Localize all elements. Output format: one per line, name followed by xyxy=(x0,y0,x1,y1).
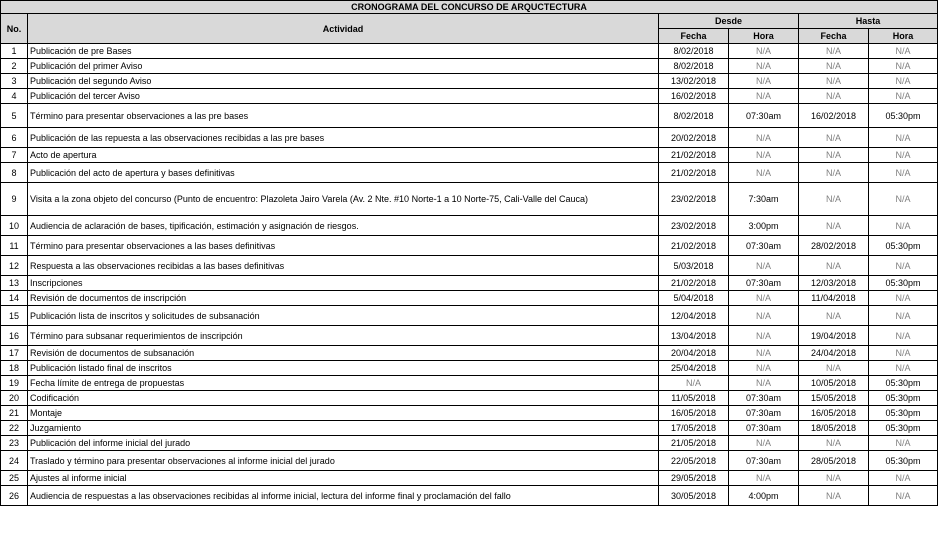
row-hasta-hora: N/A xyxy=(869,183,938,216)
row-hasta-fecha: N/A xyxy=(799,306,869,326)
row-number: 13 xyxy=(1,276,28,291)
row-hasta-fecha: 19/04/2018 xyxy=(799,326,869,346)
row-number: 4 xyxy=(1,89,28,104)
row-number: 25 xyxy=(1,471,28,486)
row-number: 24 xyxy=(1,451,28,471)
row-hasta-fecha: N/A xyxy=(799,471,869,486)
row-desde-hora: 07:30am xyxy=(729,236,799,256)
row-desde-fecha: 20/04/2018 xyxy=(659,346,729,361)
row-desde-hora: 07:30am xyxy=(729,406,799,421)
row-desde-hora: 07:30am xyxy=(729,276,799,291)
row-desde-hora: N/A xyxy=(729,306,799,326)
row-desde-hora: N/A xyxy=(729,128,799,148)
row-number: 26 xyxy=(1,486,28,506)
row-number: 18 xyxy=(1,361,28,376)
row-desde-hora: N/A xyxy=(729,346,799,361)
row-activity: Término para presentar observaciones a las bases definitivas xyxy=(28,236,659,256)
table-row xyxy=(1,163,938,183)
row-desde-fecha: 16/02/2018 xyxy=(659,89,729,104)
table-row xyxy=(1,436,938,451)
row-desde-hora: 07:30am xyxy=(729,451,799,471)
row-desde-hora: N/A xyxy=(729,361,799,376)
row-desde-hora: N/A xyxy=(729,376,799,391)
row-hasta-hora: N/A xyxy=(869,361,938,376)
row-activity: Audiencia de aclaración de bases, tipificación, estimación y asignación de riesgos. xyxy=(28,216,659,236)
row-activity: Revisión de documentos de subsanación xyxy=(28,346,659,361)
row-number: 5 xyxy=(1,104,28,128)
row-desde-hora: N/A xyxy=(729,436,799,451)
row-desde-hora: N/A xyxy=(729,326,799,346)
row-hasta-fecha: N/A xyxy=(799,183,869,216)
row-hasta-fecha: N/A xyxy=(799,486,869,506)
table-row xyxy=(1,306,938,326)
row-activity: Publicación del segundo Aviso xyxy=(28,74,659,89)
row-desde-fecha: 13/04/2018 xyxy=(659,326,729,346)
table-row xyxy=(1,471,938,486)
row-desde-hora: 07:30am xyxy=(729,421,799,436)
table-row xyxy=(1,421,938,436)
row-hasta-hora: 05:30pm xyxy=(869,104,938,128)
row-activity: Respuesta a las observaciones recibidas a las bases definitivas xyxy=(28,256,659,276)
row-activity: Audiencia de respuestas a las observaciones recibidas al informe inicial, lectura del informe final y proclamación del fallo xyxy=(28,486,659,506)
row-number: 22 xyxy=(1,421,28,436)
table-row xyxy=(1,74,938,89)
row-desde-hora: N/A xyxy=(729,148,799,163)
table-row xyxy=(1,183,938,216)
row-hasta-hora: 05:30pm xyxy=(869,406,938,421)
row-desde-fecha: 8/02/2018 xyxy=(659,44,729,59)
row-activity: Publicación listado final de inscritos xyxy=(28,361,659,376)
header-hasta: Hasta xyxy=(799,14,938,29)
table-row xyxy=(1,128,938,148)
row-hasta-hora: N/A xyxy=(869,346,938,361)
row-desde-fecha: 12/04/2018 xyxy=(659,306,729,326)
row-hasta-fecha: N/A xyxy=(799,361,869,376)
row-desde-fecha: 25/04/2018 xyxy=(659,361,729,376)
table-row xyxy=(1,326,938,346)
row-hasta-fecha: N/A xyxy=(799,148,869,163)
row-hasta-hora: N/A xyxy=(869,256,938,276)
row-desde-fecha: 13/02/2018 xyxy=(659,74,729,89)
row-activity: Término para presentar observaciones a las pre bases xyxy=(28,104,659,128)
row-desde-hora: 3:00pm xyxy=(729,216,799,236)
row-desde-fecha: 21/02/2018 xyxy=(659,236,729,256)
row-hasta-fecha: N/A xyxy=(799,128,869,148)
row-desde-hora: N/A xyxy=(729,74,799,89)
row-hasta-hora: 05:30pm xyxy=(869,376,938,391)
row-desde-fecha: 22/05/2018 xyxy=(659,451,729,471)
row-hasta-hora: N/A xyxy=(869,216,938,236)
row-desde-fecha: 11/05/2018 xyxy=(659,391,729,406)
row-desde-hora: 07:30am xyxy=(729,104,799,128)
table-row xyxy=(1,451,938,471)
row-hasta-fecha: 28/05/2018 xyxy=(799,451,869,471)
header-hasta-fecha: Fecha xyxy=(799,29,869,44)
row-hasta-hora: N/A xyxy=(869,74,938,89)
row-hasta-hora: N/A xyxy=(869,128,938,148)
row-hasta-hora: N/A xyxy=(869,148,938,163)
table-row xyxy=(1,376,938,391)
row-desde-fecha: 23/02/2018 xyxy=(659,216,729,236)
row-number: 14 xyxy=(1,291,28,306)
row-desde-fecha: 20/02/2018 xyxy=(659,128,729,148)
row-hasta-hora: 05:30pm xyxy=(869,276,938,291)
row-desde-fecha: 5/03/2018 xyxy=(659,256,729,276)
row-hasta-fecha: N/A xyxy=(799,44,869,59)
row-number: 23 xyxy=(1,436,28,451)
row-activity: Acto de apertura xyxy=(28,148,659,163)
row-hasta-hora: 05:30pm xyxy=(869,391,938,406)
row-activity: Codificación xyxy=(28,391,659,406)
table-row xyxy=(1,89,938,104)
row-desde-hora: N/A xyxy=(729,163,799,183)
row-hasta-fecha: N/A xyxy=(799,59,869,74)
row-activity: Publicación del primer Aviso xyxy=(28,59,659,74)
table-row xyxy=(1,216,938,236)
row-number: 20 xyxy=(1,391,28,406)
row-hasta-hora: N/A xyxy=(869,291,938,306)
row-activity: Ajustes al informe inicial xyxy=(28,471,659,486)
row-desde-fecha: 16/05/2018 xyxy=(659,406,729,421)
row-hasta-hora: 05:30pm xyxy=(869,236,938,256)
row-number: 8 xyxy=(1,163,28,183)
row-desde-fecha: 21/02/2018 xyxy=(659,163,729,183)
row-activity: Juzgamiento xyxy=(28,421,659,436)
table-row xyxy=(1,346,938,361)
row-desde-fecha: 21/05/2018 xyxy=(659,436,729,451)
row-number: 3 xyxy=(1,74,28,89)
row-activity: Traslado y término para presentar observaciones al informe inicial del jurado xyxy=(28,451,659,471)
row-hasta-fecha: 24/04/2018 xyxy=(799,346,869,361)
row-desde-fecha: 29/05/2018 xyxy=(659,471,729,486)
row-activity: Montaje xyxy=(28,406,659,421)
row-hasta-fecha: N/A xyxy=(799,74,869,89)
row-desde-hora: N/A xyxy=(729,471,799,486)
row-desde-hora: 7:30am xyxy=(729,183,799,216)
row-desde-fecha: 8/02/2018 xyxy=(659,104,729,128)
table-row xyxy=(1,104,938,128)
row-hasta-hora: N/A xyxy=(869,486,938,506)
row-number: 10 xyxy=(1,216,28,236)
row-hasta-fecha: 11/04/2018 xyxy=(799,291,869,306)
row-activity: Término para subsanar requerimientos de inscripción xyxy=(28,326,659,346)
row-number: 19 xyxy=(1,376,28,391)
row-activity: Fecha límite de entrega de propuestas xyxy=(28,376,659,391)
row-hasta-hora: 05:30pm xyxy=(869,451,938,471)
header-desde-hora: Hora xyxy=(729,29,799,44)
row-hasta-fecha: 12/03/2018 xyxy=(799,276,869,291)
row-desde-hora: N/A xyxy=(729,291,799,306)
row-activity: Inscripciones xyxy=(28,276,659,291)
row-hasta-fecha: 16/05/2018 xyxy=(799,406,869,421)
row-desde-hora: N/A xyxy=(729,59,799,74)
table-row xyxy=(1,406,938,421)
row-number: 7 xyxy=(1,148,28,163)
row-activity: Publicación del tercer Aviso xyxy=(28,89,659,104)
row-hasta-fecha: N/A xyxy=(799,436,869,451)
row-hasta-hora: N/A xyxy=(869,436,938,451)
row-desde-hora: 07:30am xyxy=(729,391,799,406)
row-hasta-fecha: N/A xyxy=(799,216,869,236)
row-activity: Publicación de pre Bases xyxy=(28,44,659,59)
row-number: 16 xyxy=(1,326,28,346)
row-hasta-hora: 05:30pm xyxy=(869,421,938,436)
row-number: 21 xyxy=(1,406,28,421)
row-number: 2 xyxy=(1,59,28,74)
header-desde-fecha: Fecha xyxy=(659,29,729,44)
table-row xyxy=(1,256,938,276)
table-row xyxy=(1,44,938,59)
row-hasta-hora: N/A xyxy=(869,44,938,59)
row-desde-hora: N/A xyxy=(729,89,799,104)
table-row xyxy=(1,276,938,291)
header-hasta-hora: Hora xyxy=(869,29,938,44)
row-hasta-fecha: 16/02/2018 xyxy=(799,104,869,128)
row-activity: Publicación de las repuesta a las observaciones recibidas a las pre bases xyxy=(28,128,659,148)
row-number: 12 xyxy=(1,256,28,276)
row-hasta-fecha: N/A xyxy=(799,256,869,276)
table-row xyxy=(1,59,938,74)
table-row xyxy=(1,148,938,163)
row-activity: Visita a la zona objeto del concurso (Punto de encuentro: Plazoleta Jairo Varela (Av. 2 Nte. #10 Norte-1 a 10 Norte-75, Cali-Valle del Cauca) xyxy=(28,183,659,216)
table-row xyxy=(1,361,938,376)
table-row xyxy=(1,486,938,506)
row-hasta-hora: N/A xyxy=(869,163,938,183)
table-row xyxy=(1,391,938,406)
row-desde-hora: 4:00pm xyxy=(729,486,799,506)
row-activity: Publicación lista de inscritos y solicitudes de subsanación xyxy=(28,306,659,326)
row-number: 15 xyxy=(1,306,28,326)
row-desde-hora: N/A xyxy=(729,44,799,59)
row-hasta-fecha: 15/05/2018 xyxy=(799,391,869,406)
row-hasta-fecha: 10/05/2018 xyxy=(799,376,869,391)
row-hasta-fecha: 18/05/2018 xyxy=(799,421,869,436)
row-activity: Publicación del informe inicial del jurado xyxy=(28,436,659,451)
row-desde-fecha: 5/04/2018 xyxy=(659,291,729,306)
row-hasta-hora: N/A xyxy=(869,471,938,486)
table-row xyxy=(1,236,938,256)
row-desde-fecha: 8/02/2018 xyxy=(659,59,729,74)
row-desde-fecha: 21/02/2018 xyxy=(659,276,729,291)
header-desde: Desde xyxy=(659,14,799,29)
row-hasta-fecha: N/A xyxy=(799,163,869,183)
row-activity: Revisión de documentos de inscripción xyxy=(28,291,659,306)
row-desde-fecha: 30/05/2018 xyxy=(659,486,729,506)
row-desde-hora: N/A xyxy=(729,256,799,276)
row-desde-fecha: 23/02/2018 xyxy=(659,183,729,216)
table-row xyxy=(1,291,938,306)
row-desde-fecha: 21/02/2018 xyxy=(659,148,729,163)
row-hasta-hora: N/A xyxy=(869,306,938,326)
row-number: 1 xyxy=(1,44,28,59)
header-actividad: Actividad xyxy=(28,14,659,44)
table-title: CRONOGRAMA DEL CONCURSO DE ARQUCTECTURA xyxy=(1,1,938,14)
row-hasta-hora: N/A xyxy=(869,89,938,104)
row-activity: Publicación del acto de apertura y bases definitivas xyxy=(28,163,659,183)
row-hasta-fecha: 28/02/2018 xyxy=(799,236,869,256)
header-no: No. xyxy=(1,14,28,44)
row-desde-fecha: 17/05/2018 xyxy=(659,421,729,436)
schedule-rows xyxy=(1,44,938,506)
row-desde-fecha: N/A xyxy=(659,376,729,391)
row-hasta-hora: N/A xyxy=(869,326,938,346)
row-number: 11 xyxy=(1,236,28,256)
row-number: 9 xyxy=(1,183,28,216)
row-hasta-fecha: N/A xyxy=(799,89,869,104)
row-number: 17 xyxy=(1,346,28,361)
row-number: 6 xyxy=(1,128,28,148)
row-hasta-hora: N/A xyxy=(869,59,938,74)
